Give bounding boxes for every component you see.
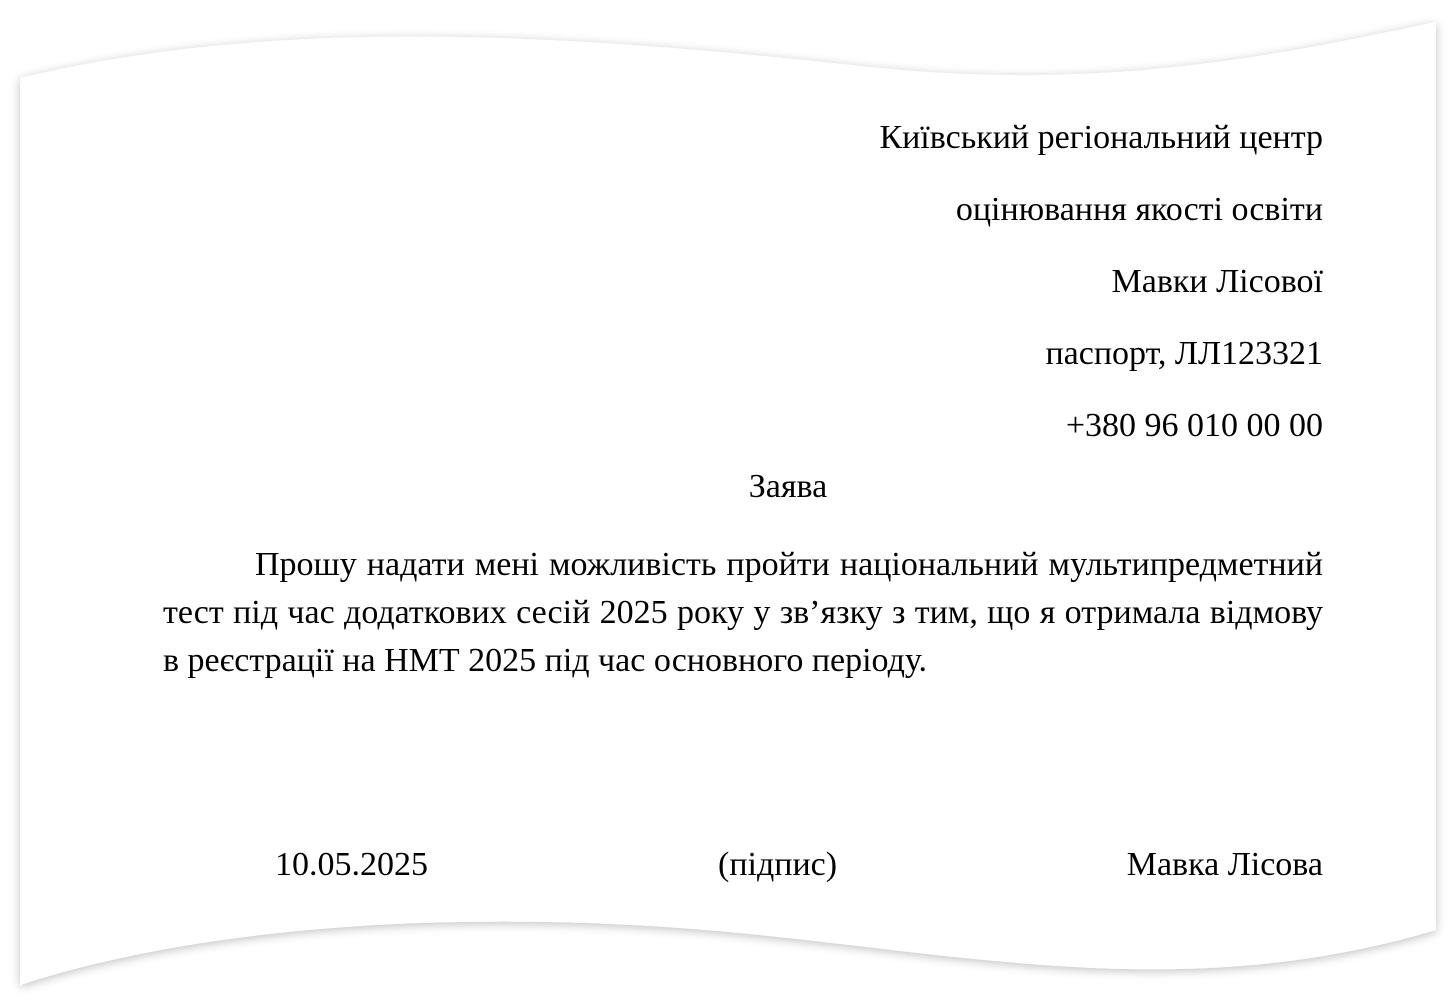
- applicant-name: Мавки Лісової: [1111, 263, 1323, 300]
- applicant-passport: паспорт, ЛЛ123321: [1045, 335, 1323, 372]
- header-address-block: [623, 102, 1323, 462]
- footer-date: 10.05.2025: [275, 846, 428, 883]
- footer-signature: (підпис): [718, 846, 838, 883]
- recipient-line-1: Київський регіональний центр: [879, 119, 1323, 156]
- applicant-phone: +380 96 010 00 00: [1065, 407, 1323, 444]
- recipient-line-2: оцінювання якості освіти: [955, 191, 1323, 228]
- footer-signer-name: Мавка Лісова: [1126, 846, 1323, 883]
- document-body: Прошу надати мені можливість пройти національний мультипредметний тест під час додаткових сесій 2025 року у зв’язку з тим, що я отримала відмову в реєстрації на НМТ 2025 під час основного періоду.: [163, 546, 1323, 679]
- document-title: Заява: [748, 468, 828, 505]
